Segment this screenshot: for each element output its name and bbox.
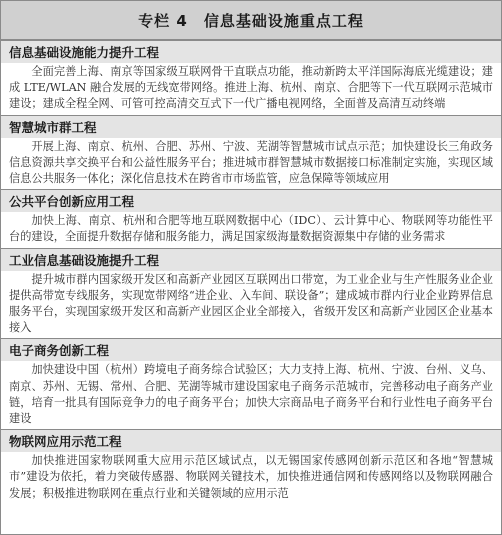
- section-industrial: [1, 248, 501, 339]
- section-body: 加快推进国家物联网重大应用示范区域试点，以无锡国家传感网创新示范区和各地“智慧城市”建设为依托，着力突破传感器、物联网关键技术，加快推进通信网和传感网络以及物联网融合发展；积极推进物联网在重点行业和关键领域的应用示范: [9, 454, 493, 500]
- section-heading: 信息基础设施能力提升工程: [1, 41, 501, 63]
- title-bar: [1, 1, 501, 40]
- section-body: 提升城市群内国家级开发区和高新产业园区互联网出口带宽，为工业企业与生产性服务业企业提供高带宽专线服务，实现宽带网络“进企业、入车间、联设备”；建成城市群内行业企业跨界信息服务平台，实现国家级开发区和高新产业园区企业全部接入，省级开发区和高新产业园区企业基本接入: [9, 272, 493, 335]
- section-body: 开展上海、南京、杭州、合肥、苏州、宁波、芜湖等智慧城市试点示范；加快建设长三角政务信息资源共享交换平台和公益性服务平台；推进城市群智慧城市数据接口标准制定实施，实现区域信息公共服务一体化；深化信息技术在跨省市市场监管，应急保障等领域应用: [9, 139, 493, 186]
- section-body: 加快上海、南京、杭州和合肥等地互联网数据中心（IDC）、云计算中心、物联网等功能性平台的建设，全面提升数据存储和服务能力，满足国家级海量数据资源集中存储的业务需求: [9, 214, 493, 244]
- section-heading: 智慧城市群工程: [1, 116, 501, 138]
- section-heading: 公共平台创新应用工程: [1, 190, 501, 212]
- section-heading: 物联网应用示范工程: [1, 430, 501, 452]
- section-heading: 电子商务创新工程: [1, 339, 501, 361]
- section-ecommerce: [1, 338, 501, 429]
- page-title: 专栏 4 信息基础设施重点工程: [138, 11, 364, 30]
- section-body: 加快建设中国（杭州）跨境电子商务综合试验区；大力支持上海、杭州、宁波、台州、义乌、南京、苏州、无锡、常州、合肥、芜湖等城市建设国家电子商务示范城市，完善移动电子商务产业链，培育一批具有国际竞争力的电子商务平台；加快大宗商品电子商务平台和行业性电子商务平台建设: [9, 363, 493, 426]
- section-body: 全面完善上海、南京等国家级互联网骨干直联点功能，推动新跨太平洋国际海底光缆建设；建成 LTE/WLAN 融合发展的无线宽带网络。推进上海、杭州、南京、合肥等下一代互联网示范城市建设；建成全程全网、可管可控高清交互式下一代广播电视网络，全面普及高清互动终端: [9, 65, 493, 111]
- section-capacity: [1, 40, 501, 115]
- section-public-platform: [1, 189, 501, 247]
- section-smart-city: [1, 115, 501, 190]
- section-heading: 工业信息基础设施提升工程: [1, 249, 501, 271]
- section-iot: [1, 429, 501, 504]
